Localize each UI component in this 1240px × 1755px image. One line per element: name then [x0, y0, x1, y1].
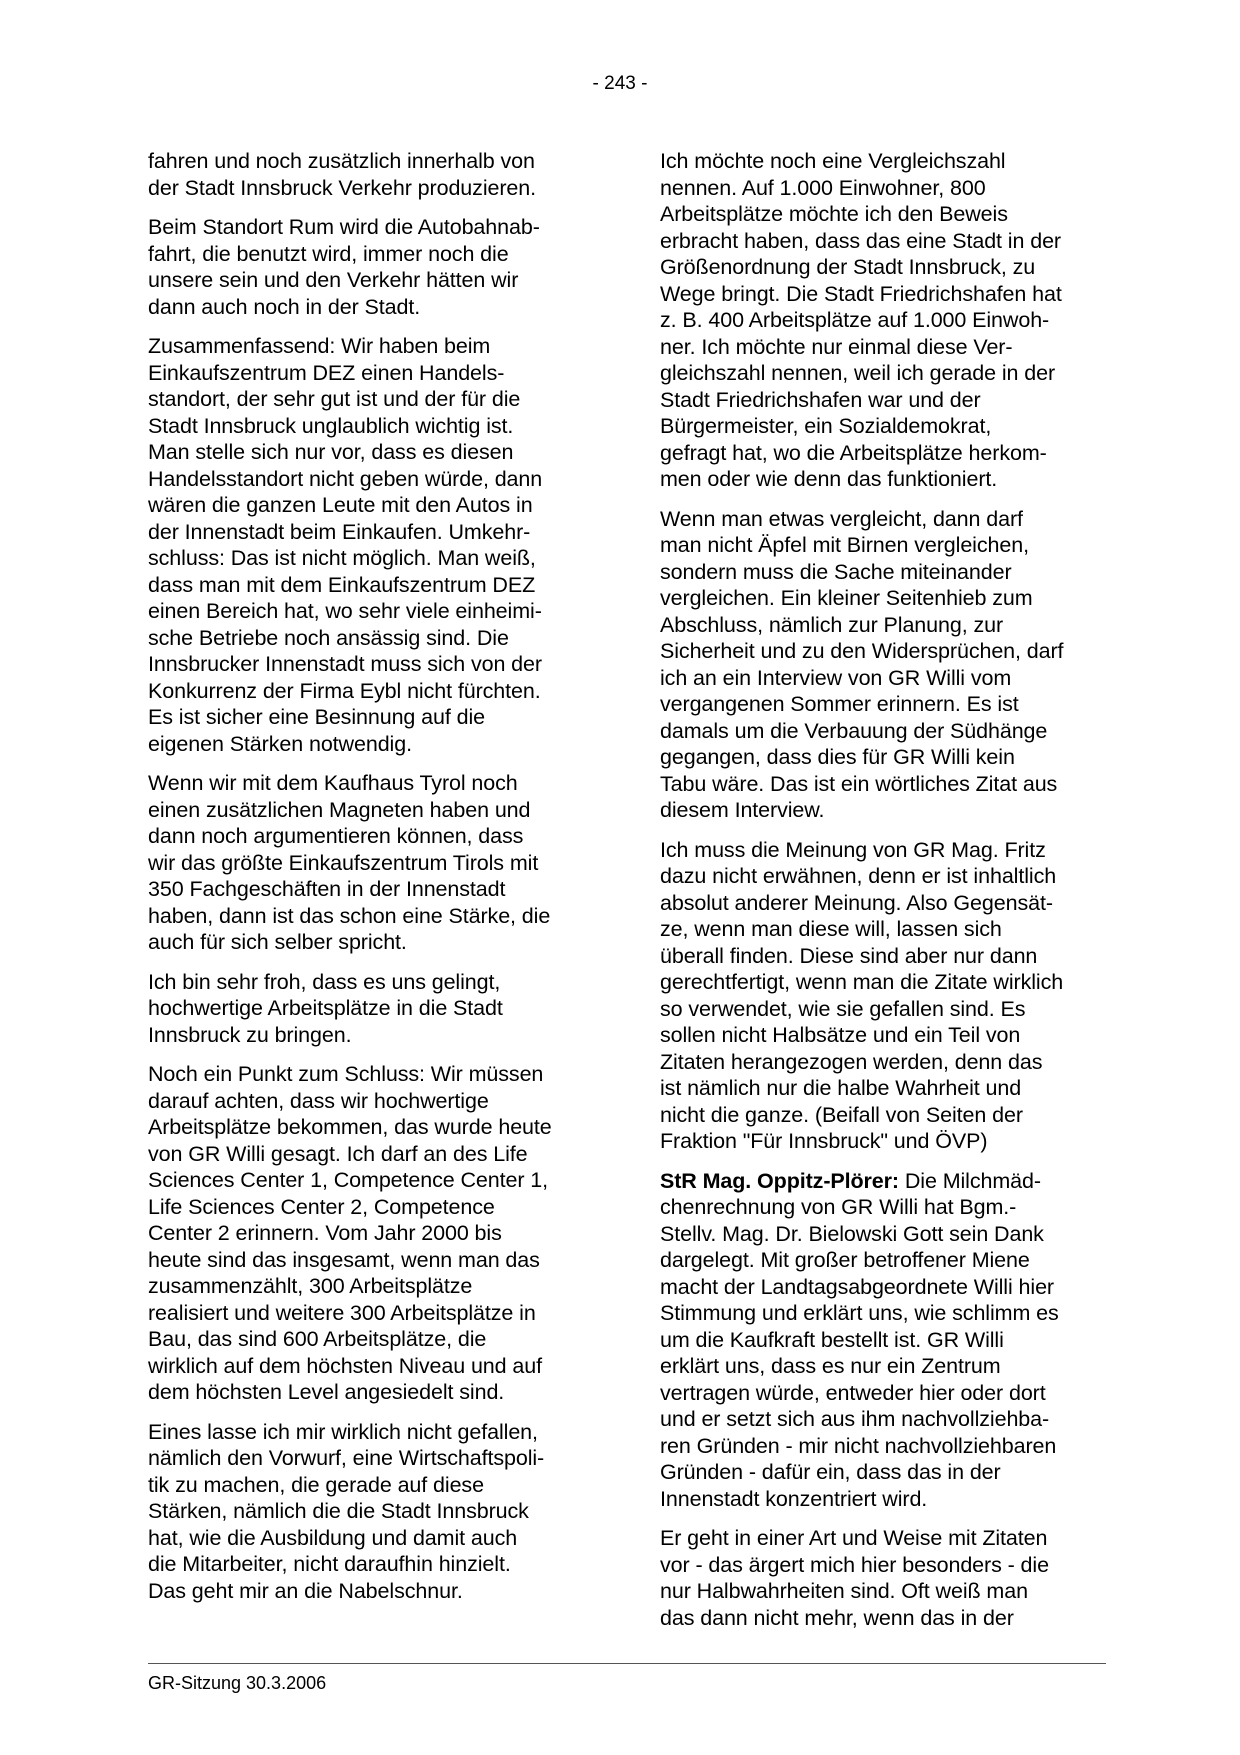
paragraph-line: um die Kaufkraft bestellt ist. GR Willi	[660, 1327, 1004, 1352]
paragraph-line: Innsbruck zu bringen.	[148, 1022, 352, 1047]
paragraph-line: Fraktion "Für Innsbruck" und ÖVP)	[660, 1129, 988, 1153]
paragraph-line: erklärt uns, dass es nur ein Zentrum	[660, 1354, 1001, 1378]
footer-divider	[148, 1663, 1106, 1664]
speaker-paragraph	[660, 1168, 1102, 1513]
paragraph-line: haben, dann ist das schon eine Stärke, die	[148, 903, 551, 928]
paragraph-line: überall finden. Diese sind aber nur dann	[660, 943, 1038, 968]
paragraph-line: Bau, das sind 600 Arbeitsplätze, die	[148, 1327, 487, 1351]
paragraph-line: das dann nicht mehr, wenn das in der	[660, 1605, 1014, 1630]
speaker-name: StR Mag. Oppitz-Plörer:	[660, 1168, 899, 1193]
paragraph-line: nämlich den Vorwurf, eine Wirtschaftspoli-	[148, 1446, 545, 1470]
paragraph-line: man nicht Äpfel mit Birnen vergleichen,	[660, 533, 1029, 557]
paragraph-line: sondern muss die Sache miteinander	[660, 559, 1012, 584]
paragraph-line: einen Bereich hat, wo sehr viele einheimi-	[148, 599, 542, 623]
paragraph-line: Wenn wir mit dem Kaufhaus Tyrol noch	[148, 771, 518, 795]
paragraph-line: so verwendet, wie sie gefallen sind. Es	[660, 996, 1026, 1021]
paragraph-line: damals um die Verbauung der Südhänge	[660, 718, 1048, 743]
paragraph	[660, 837, 1102, 1155]
paragraph-line: Zusammenfassend: Wir haben beim	[148, 334, 491, 358]
paragraph-line: wirklich auf dem höchsten Niveau und auf	[148, 1353, 542, 1378]
paragraph-line: Das geht mir an die Nabelschnur.	[148, 1578, 463, 1603]
paragraph-line: ist nämlich nur die halbe Wahrheit und	[660, 1076, 1022, 1100]
paragraph	[148, 214, 588, 320]
paragraph-line: nur Halbwahrheiten sind. Oft weiß man	[660, 1579, 1028, 1603]
paragraph-line: Center 2 erinnern. Vom Jahr 2000 bis	[148, 1221, 502, 1245]
paragraph-line: fahrt, die benutzt wird, immer noch die	[148, 241, 509, 266]
paragraph-line: gegangen, dass dies für GR Willi kein	[660, 745, 1015, 769]
paragraph-line: Innsbrucker Innenstadt muss sich von der	[148, 652, 542, 676]
paragraph-line: zusammenzählt, 300 Arbeitsplätze	[148, 1274, 473, 1298]
paragraph-line: dass man mit dem Einkaufszentrum DEZ	[148, 572, 536, 597]
paragraph-line: der Innenstadt beim Einkaufen. Umkehr-	[148, 519, 531, 544]
paragraph-line: Er geht in einer Art und Weise mit Zitaten	[660, 1526, 1048, 1550]
paragraph-line: diesem Interview.	[660, 798, 825, 822]
paragraph-line: Abschluss, nämlich zur Planung, zur	[660, 612, 1004, 637]
paragraph-line: Tabu wäre. Das ist ein wörtliches Zitat aus	[660, 771, 1058, 796]
paragraph-line: ze, wenn man diese will, lassen sich	[660, 917, 1002, 941]
paragraph-line: chenrechnung von GR Willi hat Bgm.-	[660, 1195, 1017, 1219]
paragraph-line: Ich möchte noch eine Vergleichszahl	[660, 149, 1006, 173]
paragraph	[660, 148, 1102, 493]
paragraph-line: erbracht haben, dass das eine Stadt in der	[660, 228, 1061, 253]
paragraph-line: Sicherheit und zu den Widersprüchen, darf	[660, 639, 1064, 663]
paragraph-line: Stärken, nämlich die die Stadt Innsbruck	[148, 1499, 529, 1523]
paragraph	[148, 1061, 588, 1406]
paragraph-line: Arbeitsplätze bekommen, das wurde heute	[148, 1115, 552, 1139]
paragraph-line: Einkaufszentrum DEZ einen Handels-	[148, 360, 505, 385]
paragraph-line: Arbeitsplätze möchte ich den Beweis	[660, 202, 1008, 226]
paragraph-line: realisiert und weitere 300 Arbeitsplätze in	[148, 1300, 536, 1325]
paragraph-line: Beim Standort Rum wird die Autobahnab-	[148, 215, 540, 239]
paragraph-line: darauf achten, dass wir hochwertige	[148, 1088, 489, 1113]
paragraph-line: standort, der sehr gut ist und der für die	[148, 387, 521, 411]
paragraph-line: der Stadt Innsbruck Verkehr produzieren.	[148, 175, 536, 200]
paragraph-line: Eines lasse ich mir wirklich nicht gefallen,	[148, 1419, 538, 1444]
paragraph	[148, 1419, 588, 1605]
paragraph-line: gefragt hat, wo die Arbeitsplätze herkom-	[660, 440, 1047, 465]
paragraph-line: wir das größte Einkaufszentrum Tirols mit	[148, 850, 539, 875]
paragraph-line	[660, 1168, 1102, 1195]
paragraph-line: vergangenen Sommer erinnern. Es ist	[660, 692, 1019, 716]
paragraph-line: schluss: Das ist nicht möglich. Man weiß,	[148, 546, 536, 570]
paragraph-line: vor - das ärgert mich hier besonders - die	[660, 1552, 1049, 1577]
paragraph	[148, 969, 588, 1049]
paragraph	[148, 148, 588, 201]
paragraph-line: Noch ein Punkt zum Schluss: Wir müssen	[148, 1062, 544, 1086]
paragraph	[148, 333, 588, 757]
paragraph-line: dann noch argumentieren können, dass	[148, 824, 524, 848]
paragraph-line: sche Betriebe noch ansässig sind. Die	[148, 625, 509, 650]
paragraph-line: gleichszahl nennen, weil ich gerade in der	[660, 361, 1055, 385]
paragraph	[148, 770, 588, 956]
paragraph-line: von GR Willi gesagt. Ich darf an des Life	[148, 1141, 528, 1166]
paragraph-line: absolut anderer Meinung. Also Gegensät-	[660, 890, 1053, 915]
paragraph-line: Stellv. Mag. Dr. Bielowski Gott sein Dank	[660, 1221, 1044, 1246]
paragraph-line: Gründen - dafür ein, dass das in der	[660, 1460, 1001, 1484]
paragraph-line: dann auch noch in der Stadt.	[148, 294, 421, 319]
right-text-column	[660, 148, 1102, 1644]
paragraph-line: einen zusätzlichen Magneten haben und	[148, 797, 531, 822]
paragraph-line: z. B. 400 Arbeitsplätze auf 1.000 Einwoh-	[660, 308, 1050, 332]
paragraph-line: Stimmung und erklärt uns, wie schlimm es	[660, 1301, 1059, 1325]
paragraph-line: und er setzt sich aus ihm nachvollziehba-	[660, 1407, 1050, 1431]
paragraph-line: Größenordnung der Stadt Innsbruck, zu	[660, 255, 1036, 279]
paragraph-line: Konkurrenz der Firma Eybl nicht fürchten.	[148, 678, 541, 703]
paragraph-line: sollen nicht Halbsätze und ein Teil von	[660, 1023, 1021, 1047]
paragraph-line: Wenn man etwas vergleicht, dann darf	[660, 506, 1023, 531]
paragraph-line: Bürgermeister, ein Sozialdemokrat,	[660, 414, 992, 438]
paragraph-line: wären die ganzen Leute mit den Autos in	[148, 493, 533, 517]
page-number: - 243 -	[592, 73, 648, 94]
paragraph-line: Wege bringt. Die Stadt Friedrichshafen hat	[660, 281, 1062, 306]
paragraph-line: vertragen würde, entweder hier oder dort	[660, 1380, 1046, 1405]
paragraph-line: heute sind das insgesamt, wenn man das	[148, 1247, 540, 1272]
paragraph-line: die Mitarbeiter, nicht daraufhin hinzielt.	[148, 1552, 511, 1576]
paragraph-line: men oder wie denn das funktioniert.	[660, 467, 998, 491]
paragraph-line: ich an ein Interview von GR Willi vom	[660, 665, 1012, 690]
paragraph-line: ner. Ich möchte nur einmal diese Ver-	[660, 334, 1013, 359]
paragraph-line: Ich muss die Meinung von GR Mag. Fritz	[660, 837, 1046, 862]
paragraph-line: unsere sein und den Verkehr hätten wir	[148, 268, 519, 292]
paragraph-line: auch für sich selber spricht.	[148, 930, 407, 954]
left-text-column	[148, 148, 588, 1617]
paragraph-line: gerechtfertigt, wenn man die Zitate wirklich	[660, 970, 1064, 994]
paragraph-line: ren Gründen - mir nicht nachvollziehbaren	[660, 1433, 1057, 1458]
paragraph-line: Man stelle sich nur vor, dass es diesen	[148, 440, 514, 464]
paragraph-line: macht der Landtagsabgeordnete Willi hier	[660, 1274, 1054, 1299]
paragraph-line: dazu nicht erwähnen, denn er ist inhaltlich	[660, 864, 1057, 888]
paragraph-line: Innenstadt konzentriert wird.	[660, 1486, 928, 1511]
paragraph-line: Zitaten herangezogen werden, denn das	[660, 1049, 1043, 1074]
paragraph-line: Sciences Center 1, Competence Center 1,	[148, 1168, 549, 1192]
paragraph-line: tik zu machen, die gerade auf diese	[148, 1472, 484, 1497]
paragraph-line: Ich bin sehr froh, dass es uns gelingt,	[148, 969, 501, 994]
paragraph	[660, 506, 1102, 824]
paragraph-line: dem höchsten Level angesiedelt sind.	[148, 1380, 505, 1404]
paragraph	[660, 1525, 1102, 1631]
paragraph-line: dargelegt. Mit großer betroffener Miene	[660, 1248, 1030, 1272]
footer-session-date: GR-Sitzung 30.3.2006	[148, 1673, 327, 1693]
paragraph-line: Es ist sicher eine Besinnung auf die	[148, 705, 486, 729]
paragraph-line: nennen. Auf 1.000 Einwohner, 800	[660, 175, 986, 200]
paragraph-line: Stadt Friedrichshafen war und der	[660, 387, 981, 412]
paragraph-line: hochwertige Arbeitsplätze in die Stadt	[148, 996, 503, 1020]
paragraph-line: fahren und noch zusätzlich innerhalb von	[148, 149, 535, 173]
paragraph-line: hat, wie die Ausbildung und damit auch	[148, 1525, 518, 1550]
paragraph-line: Handelsstandort nicht geben würde, dann	[148, 466, 543, 491]
speaker-first-line-text: Die Milchmäd-	[898, 1168, 1041, 1193]
paragraph-line: nicht die ganze. (Beifall von Seiten der	[660, 1102, 1023, 1127]
paragraph-line: 350 Fachgeschäften in der Innenstadt	[148, 877, 506, 901]
paragraph-line: Life Sciences Center 2, Competence	[148, 1194, 495, 1219]
paragraph-line: Stadt Innsbruck unglaublich wichtig ist.	[148, 413, 514, 438]
paragraph-line: eigenen Stärken notwendig.	[148, 731, 412, 756]
paragraph-line: vergleichen. Ein kleiner Seitenhieb zum	[660, 586, 1033, 610]
